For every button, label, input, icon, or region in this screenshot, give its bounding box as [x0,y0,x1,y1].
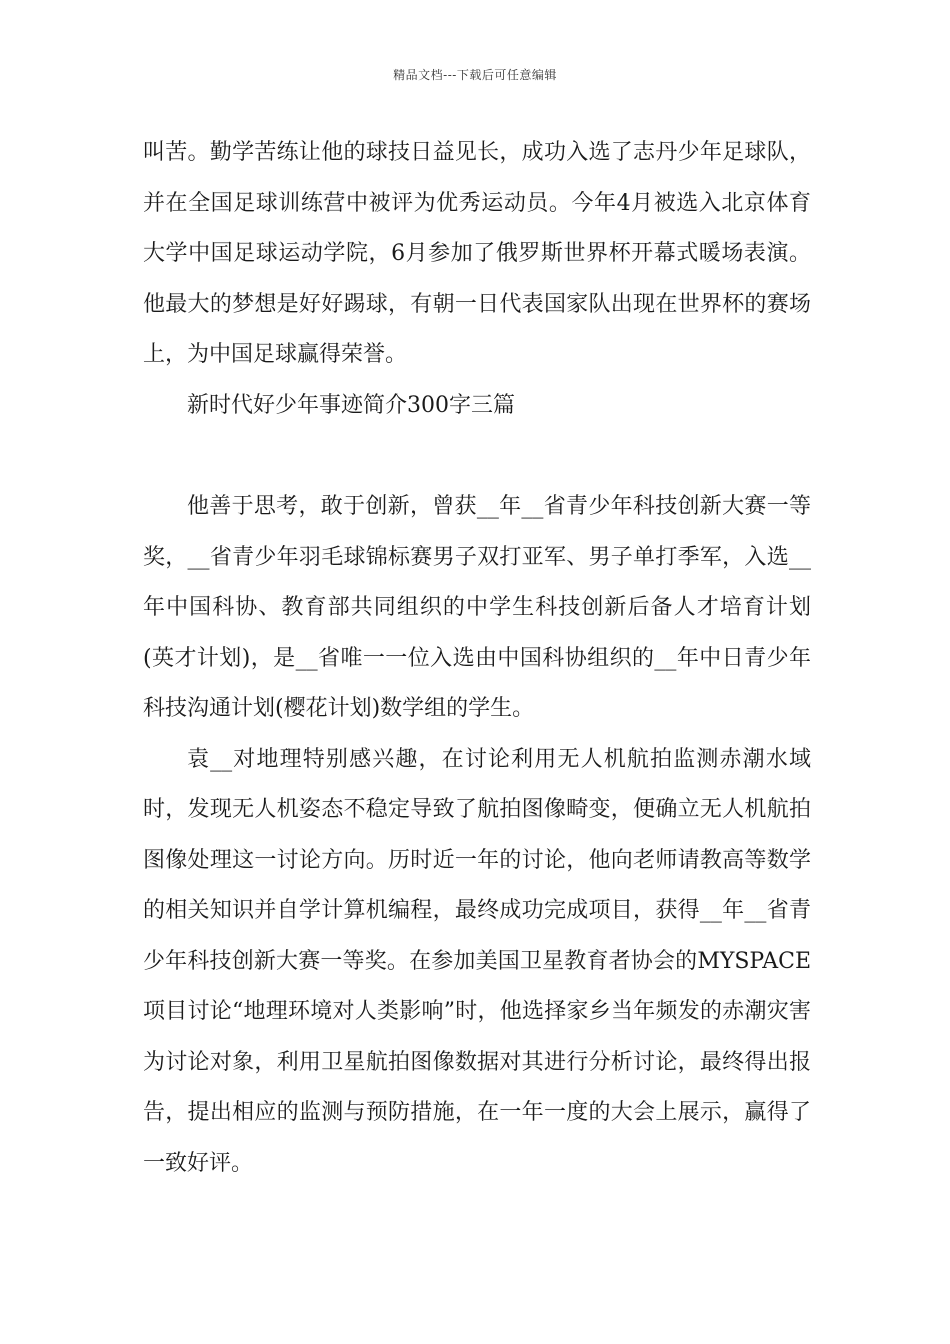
document-body [143,128,811,1189]
section-title: 新时代好少年事迹简介300字三篇 [187,392,515,418]
paragraph-continuation: 叫苦。勤学苦练让他的球技日益见长，成功入选了志丹少年足球队，并在全国足球训练营中被评为优秀运动员。今年4月被选入北京体育大学中国足球运动学院，6月参加了俄罗斯世界杯开幕式暖场表演。他最大的梦想是好好踢球，有朝一日代表国家队出现在世界杯的赛场上，为中国足球赢得荣誉。 [143,140,811,367]
paragraph-achievements: 他善于思考，敢于创新，曾获__年__省青少年科技创新大赛一等奖，__省青少年羽毛球锦标赛男子双打亚军、男子单打季军，入选__年中国科协、教育部共同组织的中学生科技创新后备人才培育计划(英才计划)，是__省唯一一位入选由中国科协组织的__年中日青少年科技沟通计划(樱花计划)数学组的学生。 [143,494,811,721]
page-header: 精品文档---下载后可任意编辑 [393,68,557,82]
paragraph-research: 袁__对地理特别感兴趣，在讨论利用无人机航拍监测赤潮水域时，发现无人机姿态不稳定导致了航拍图像畸变，便确立无人机航拍图像处理这一讨论方向。历时近一年的讨论，他向老师请教高等数学的相关知识并自学计算机编程，最终成功完成项目，获得__年__省青少年科技创新大赛一等奖。在参加美国卫星教育者协会的MYSPACE项目讨论“地理环境对人类影响”时，他选择家乡当年频发的赤潮灾害为讨论对象，利用卫星航拍图像数据对其进行分析讨论，最终得出报告，提出相应的监测与预防措施，在一年一度的大会上展示，赢得了一致好评。 [143,746,811,1176]
